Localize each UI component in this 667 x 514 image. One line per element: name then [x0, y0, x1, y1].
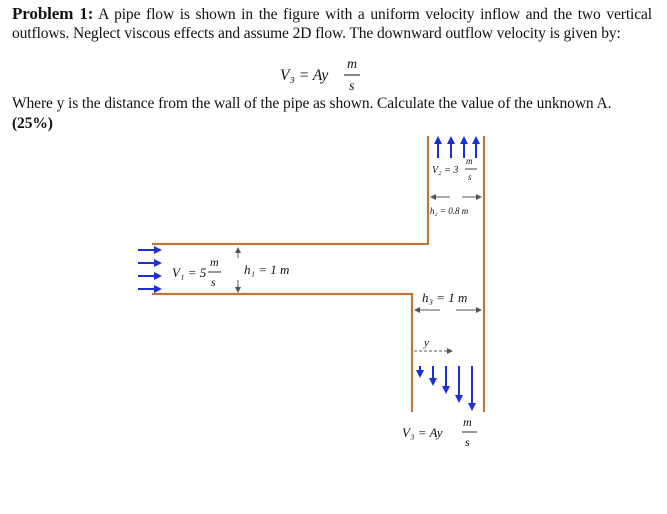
upward-outflow-arrows — [438, 138, 476, 158]
problem-label: Problem 1: — [12, 4, 94, 23]
v2-num: m — [466, 156, 473, 166]
v1-label — [172, 255, 221, 289]
pipe-top-wall — [152, 136, 428, 244]
v2-lhs: V₂ = 3 — [432, 165, 459, 176]
v1-den: s — [211, 275, 216, 289]
h2-label: h₂ = 0.8 m — [430, 206, 469, 216]
h1-label: h₁ = 1 m — [244, 262, 290, 277]
h3-label: h₃ = 1 m — [422, 290, 468, 305]
v3-den: s — [465, 435, 470, 449]
eq-den: s — [349, 79, 355, 94]
v2-label — [432, 156, 477, 182]
problem-text: A pipe flow is shown in the figure with a uniform velocity inflow and the two vertical outflows. Neglect viscous effects and assume 2D flow. The downward outflow velocity is given by: — [12, 6, 653, 42]
v3-num: m — [463, 415, 472, 429]
v2-den: s — [468, 172, 472, 182]
y-label: y — [424, 337, 429, 349]
v1-lhs: V₁ = 5 — [172, 265, 207, 280]
v1-num: m — [210, 255, 219, 269]
v3-lhs: V₃ = Ay — [402, 425, 443, 440]
downward-outflow-arrows — [420, 366, 472, 409]
problem-question-text: Where y is the distance from the wall of the pipe as shown. Calculate the value of the unknown A. — [12, 95, 612, 112]
v3-label — [402, 415, 477, 449]
eq-lhs: V₃ = Ay — [280, 67, 329, 84]
eq-num: m — [347, 57, 358, 72]
inflow-arrows — [138, 250, 160, 289]
pipe-bottom-wall — [152, 294, 412, 412]
score-text: (25%) — [12, 115, 53, 132]
